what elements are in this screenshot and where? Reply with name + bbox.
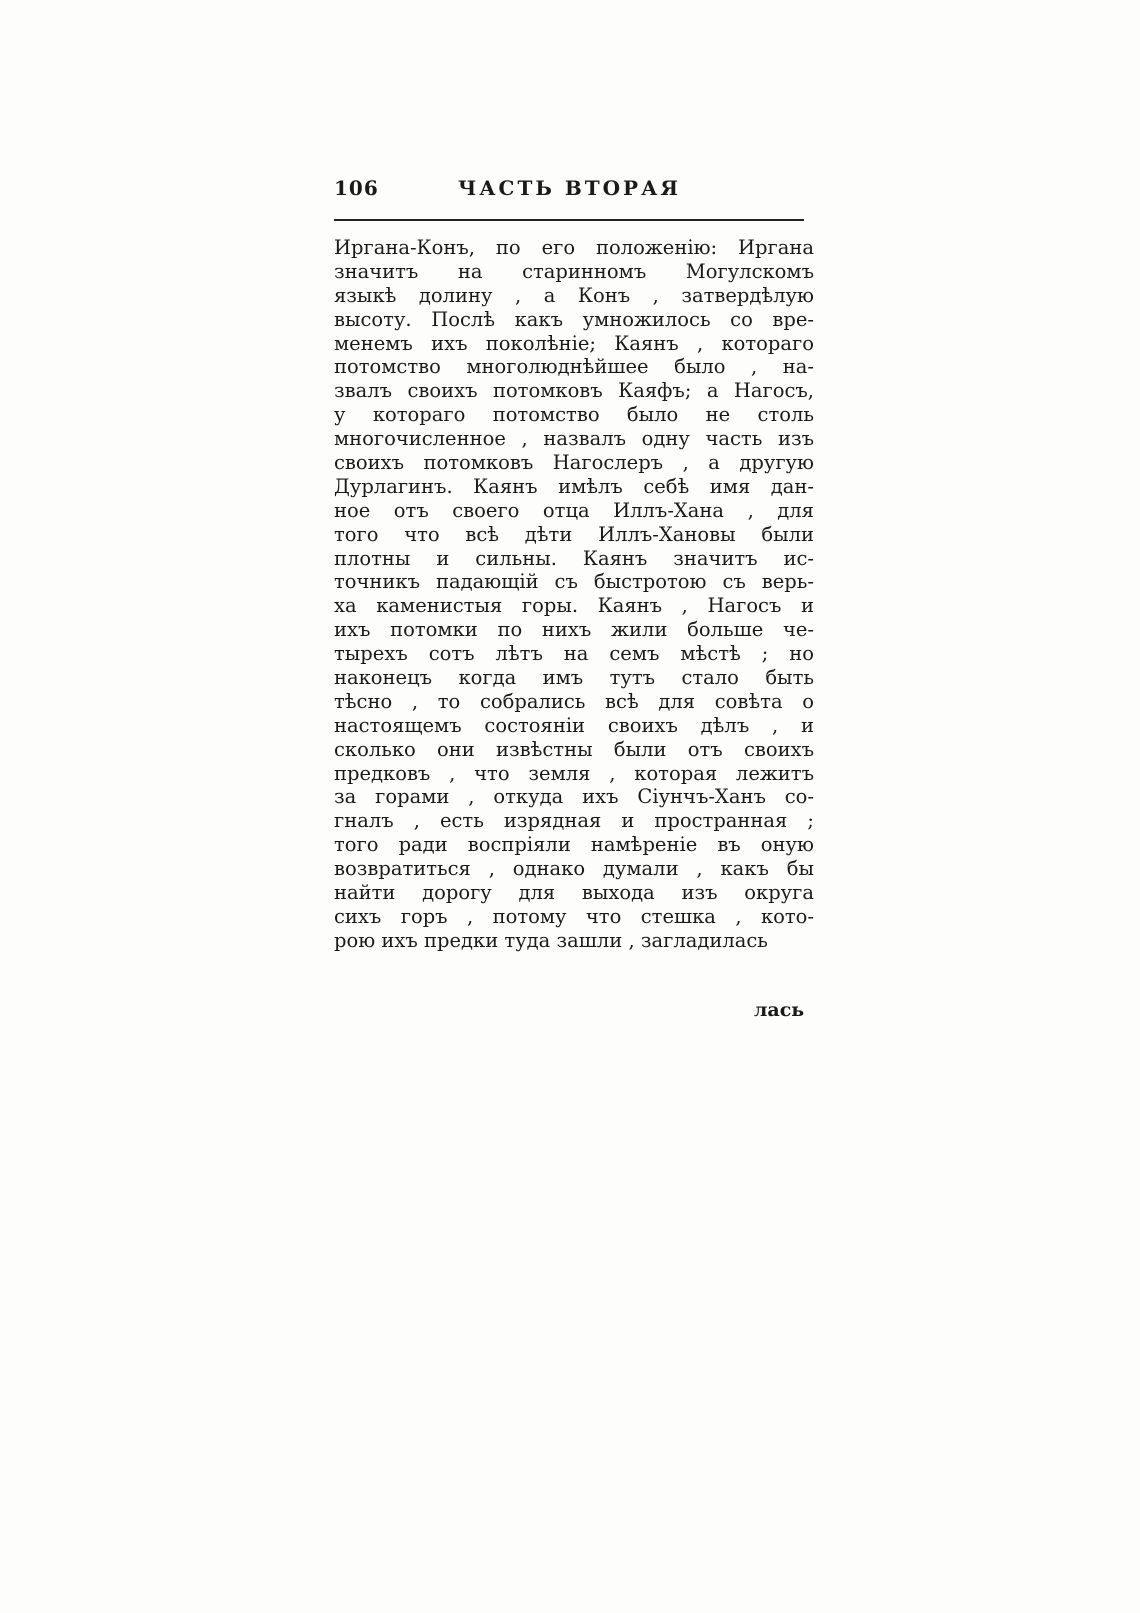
text-line: Дурлагинъ. Каянъ имѣлъ себѣ имя дан- [334, 474, 814, 498]
text-line: наконецъ когда имъ тутъ стало быть [334, 666, 814, 690]
text-line: у котораго потомство было не столь [334, 403, 814, 427]
text-line: плотны и сильны. Каянъ значитъ ис- [334, 546, 814, 570]
text-line: за горами , откуда ихъ Сіунчъ-Ханъ со- [334, 785, 814, 809]
header-rule [334, 219, 804, 221]
text-line: предковъ , что земля , которая лежитъ [334, 761, 814, 785]
text-line: того ради воспріяли намѣреніе въ оную [334, 833, 814, 857]
page-number: 106 [334, 176, 379, 200]
text-line: потомство многолюднѣйшее было , на- [334, 355, 814, 379]
text-line: рою ихъ предки туда зашли , загладилась [334, 928, 768, 952]
text-line: сколько они извѣстны были отъ своихъ [334, 737, 814, 761]
text-line: настоящемъ состояніи своихъ дѣлъ , и [334, 713, 814, 737]
body-text [334, 236, 814, 953]
text-line: тѣсно , то собрались всѣ для совѣта о [334, 689, 814, 713]
text-line: своихъ потомковъ Нагослеръ , а другую [334, 451, 814, 475]
text-line: ное отъ своего отца Иллъ-Хана , для [334, 498, 814, 522]
running-head: ЧАСТЬ ВТОРАЯ [458, 176, 681, 200]
text-line: сихъ горъ , потому что стешка , кото- [334, 904, 814, 928]
catchword: лась [754, 999, 805, 1021]
text-line: ихъ потомки по нихъ жили больше че- [334, 618, 814, 642]
text-line: тырехъ сотъ лѣтъ на семъ мѣстѣ ; но [334, 642, 814, 666]
text-line: того что всѣ дѣти Иллъ-Хановы были [334, 522, 814, 546]
text-line: найти дорогу для выхода изъ округа [334, 881, 814, 905]
text-line: звалъ своихъ потомковъ Каяфъ; а Нагосъ, [334, 379, 814, 403]
page-header [334, 176, 810, 206]
text-line: языкѣ долину , а Конъ , затвердѣлую [334, 283, 814, 307]
text-line: значитъ на старинномъ Могулскомъ [334, 259, 814, 283]
text-line: многочисленное , назвалъ одну часть изъ [334, 427, 814, 451]
text-line: точникъ падающій съ быстротою съ верь- [334, 570, 814, 594]
text-line: гналъ , есть изрядная и пространная ; [334, 809, 814, 833]
text-line: высоту. Послѣ какъ умножилось со вре- [334, 307, 814, 331]
text-line: Иргана-Конъ, по его положенію: Иргана [334, 236, 814, 259]
text-line: менемъ ихъ поколѣніе; Каянъ , котораго [334, 331, 814, 355]
text-line: возвратиться , однако думали , какъ бы [334, 857, 814, 881]
text-line: ха каменистыя горы. Каянъ , Нагосъ и [334, 594, 814, 618]
